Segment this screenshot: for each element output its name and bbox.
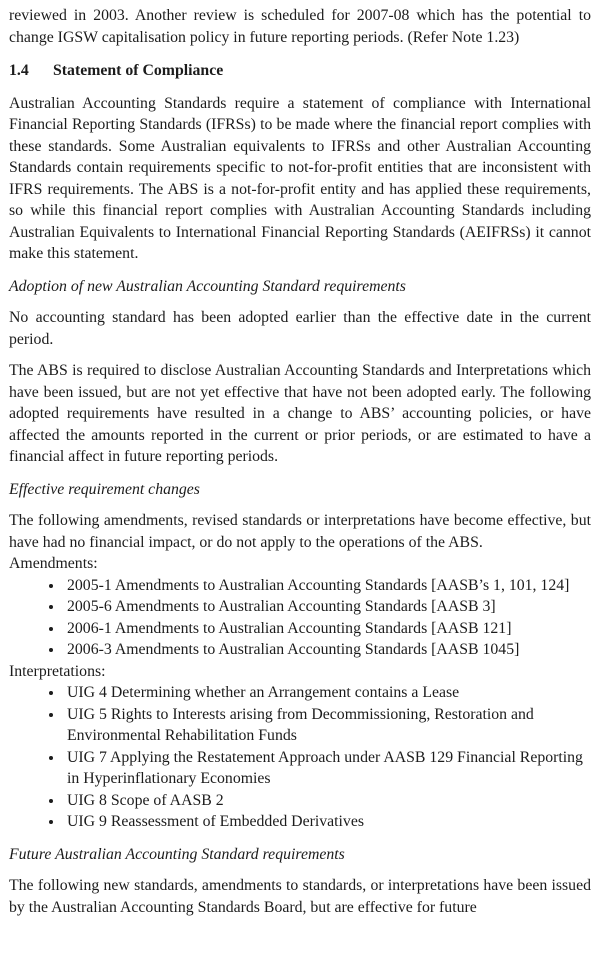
- subheading-effective-changes: Effective requirement changes: [9, 480, 200, 498]
- interpretations-label: Interpretations:: [9, 662, 106, 680]
- section-heading: [9, 60, 591, 82]
- list-item: • UIG 4 Determining whether an Arrangement contains a Lease: [64, 682, 591, 704]
- subheading-future-requirements: Future Australian Accounting Standard requirements: [9, 845, 345, 863]
- list-item: • UIG 8 Scope of AASB 2: [64, 790, 591, 812]
- paragraph-future-requirements: The following new standards, amendments to standards, or interpretations have been issued by the Australian Accounting Standards Board, but are effective for future: [9, 877, 591, 916]
- list-item: • 2006-3 Amendments to Australian Accounting Standards [AASB 1045]: [64, 639, 591, 661]
- list-item: • UIG 9 Reassessment of Embedded Derivatives: [64, 811, 591, 833]
- amendments-label: Amendments:: [9, 555, 98, 572]
- subheading-adoption: Adoption of new Australian Accounting Standard requirements: [9, 277, 406, 295]
- section-title: Statement of Compliance: [53, 62, 224, 79]
- section-number: 1.4: [9, 62, 29, 79]
- paragraph-disclosure: The ABS is required to disclose Australian Accounting Standards and Interpretations which have been issued, but are not yet effective that have not been adopted early. The following adopted requirements have resulted in a change to ABS’ accounting policies, or have affected the amounts reported in the current or prior periods, or are estimated to have a financial affect in future reporting periods.: [9, 362, 591, 465]
- amendments-list: [9, 575, 591, 661]
- list-item: • UIG 5 Rights to Interests arising from Decommissioning, Restoration and Environmental Rehabilitation Funds: [64, 704, 591, 747]
- paragraph-compliance: Australian Accounting Standards require a statement of compliance with International Financial Reporting Standards (IFRSs) to be made where the financial report complies with these standards. Some Australian equivalents to IFRSs and other Australian Accounting Standards contain requirements specific to not-for-profit entities that are inconsistent with IFRS requirements. The ABS is a not-for-profit entity and has applied these requirements, so while this financial report complies with Australian Accounting Standards including Australian Equivalents to International Financial Reporting Standards (AEIFRSs) it cannot make this statement.: [9, 94, 591, 262]
- list-item: • 2005-1 Amendments to Australian Accounting Standards [AASB’s 1, 101, 124]: [64, 575, 591, 597]
- interpretations-list: [9, 682, 591, 833]
- list-item: • UIG 7 Applying the Restatement Approach under AASB 129 Financial Reporting in Hyperinflationary Economies: [64, 747, 591, 790]
- paragraph-effective-changes: The following amendments, revised standards or interpretations have become effective, but have had no financial impact, or do not apply to the operations of the ABS.: [9, 512, 591, 551]
- list-item: • 2006-1 Amendments to Australian Accounting Standards [AASB 121]: [64, 618, 591, 640]
- paragraph-no-early-adoption: No accounting standard has been adopted earlier than the effective date in the current period.: [9, 309, 591, 348]
- list-item: • 2005-6 Amendments to Australian Accounting Standards [AASB 3]: [64, 596, 591, 618]
- paragraph-intro-continuation: reviewed in 2003. Another review is scheduled for 2007-08 which has the potential to change IGSW capitalisation policy in future reporting periods. (Refer Note 1.23): [9, 7, 591, 46]
